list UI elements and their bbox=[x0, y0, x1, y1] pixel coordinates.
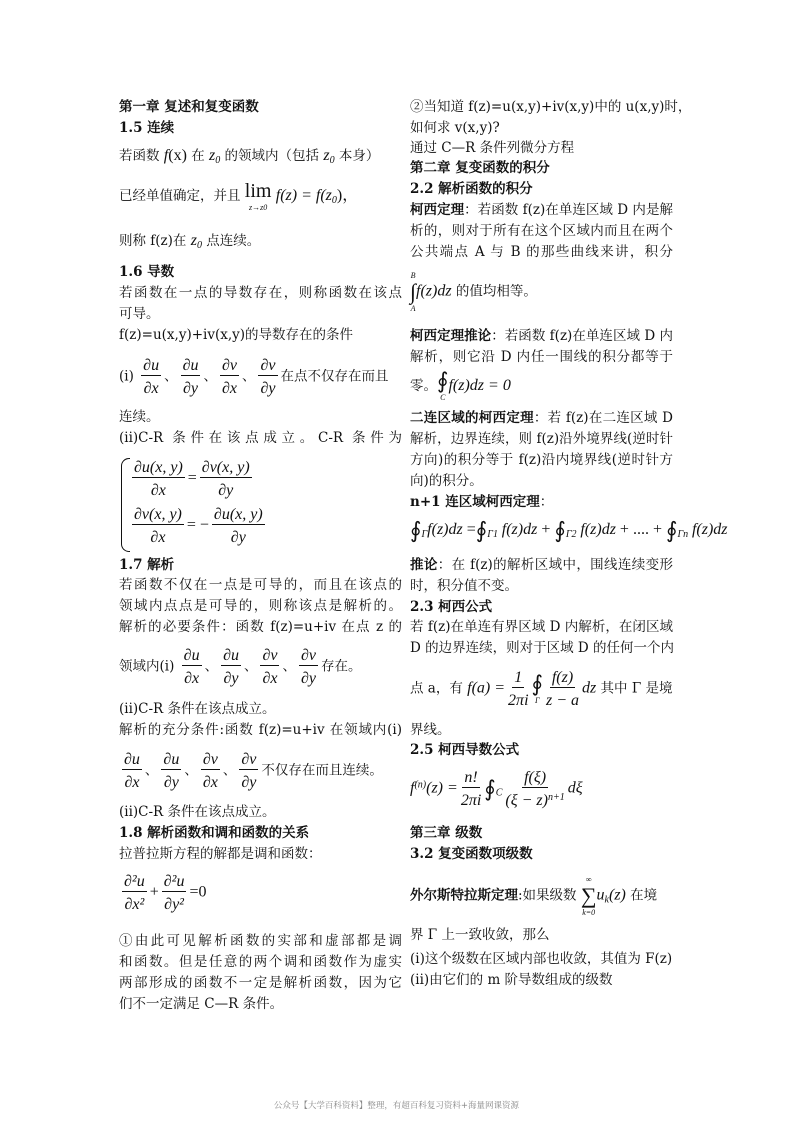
deformation-corollary-line-1: 推论：在 f(z)的解析区域中，围线连续变形 bbox=[410, 557, 674, 573]
section-1-6-title: 1.6 导数 bbox=[119, 264, 175, 280]
chapter-2-title: 第二章 复变函数的积分 bbox=[410, 160, 550, 176]
contour-integral-zero: 零。 ∮ C f(z)dz = 0 bbox=[410, 368, 511, 402]
cauchy-integral-formula: 点 a，有 f(a) = $\frac{1}{2\pi i}$ ∮ Γ $\frac{f(z)}{z - a}$ dz 其中 Γ 是境 bbox=[410, 669, 673, 709]
n-plus-1-formula: $∮_\Gamma f(z)dz$ $=∮_{\Gamma 1}$ $f(z)dz + ∮_{\Gamma 2}$ f(z)dz + .... + $∮_{\Gamma n}$ f(z)dz bbox=[410, 517, 728, 543]
chapter-3-title: 第三章 级数 bbox=[410, 825, 483, 841]
continuity-line-2: 已经单值确定，并且 lim z→z0 $f(z) = f(z_0)$， bbox=[119, 180, 359, 212]
two-connected-line-4: 向)的积分。 bbox=[410, 473, 483, 489]
find-v-line-1: ②当知道 f(z)=u(x,y)+iv(x,y)中的 u(x,y)时， bbox=[410, 99, 692, 115]
cauchy-formula-line-1: 若 f(z)在单连有界区域 D 内解析，在闭区域 bbox=[410, 619, 673, 635]
deformation-corollary-line-2: 时，积分值不变。 bbox=[410, 578, 518, 594]
section-1-7-title: 1.7 解析 bbox=[119, 557, 175, 573]
cauchy-theorem-line-1: 柯西定理：若函数 f(z)在单连区域 D 内是解 bbox=[410, 202, 673, 218]
derivative-line-3: f(z)=u(x,y)+iv(x,y)的导数存在的条件 bbox=[119, 327, 354, 343]
cr-equation-2: $\frac{\partial v(x, y)}{\partial x}$ = − $\frac{\partial u(x, y)}{\partial y}$ bbox=[134, 506, 263, 546]
continuity-line-3: 则称 f(z)在 $z_0$ 点连续。 bbox=[119, 232, 261, 251]
footer-watermark: 公众号【大学百科资料】整理，有超百科复习资料+海量网课资源 bbox=[273, 1101, 520, 1111]
derivative-condition-i: (i) $\frac{\partial u}{\partial x}$ 、 $\frac{\partial u}{\partial y}$ 、 $\frac{\partial v}{\partial x}$ 、 $\frac{\partial v}{\partial y}$ 在点不仅存在而且 bbox=[119, 357, 389, 397]
section-2-2-title: 2.2 解析函数的积分 bbox=[410, 181, 533, 197]
limit: lim z→z0 bbox=[244, 180, 272, 212]
analytic-sufficient-line: 解析的充分条件:函数 f(z)=u+iv 在领域内(i) bbox=[119, 722, 402, 738]
harmonic-line-4: 们不一定满足 C—R 条件。 bbox=[119, 996, 284, 1012]
harmonic-line-3: 两部形成的函数不一定是解析函数，因为它 bbox=[119, 975, 402, 991]
analytic-necessary-ii: (ii)C-R 条件在该点成立。 bbox=[119, 701, 276, 717]
cauchy-corollary-line-2: 解析，则它沿 D 内任一围线的积分都等于 bbox=[410, 349, 673, 365]
cr-equation-1: $\frac{\partial u(x, y)}{\partial x}$ = $\frac{\partial v(x, y)}{\partial y}$ bbox=[134, 459, 250, 499]
section-1-5-title: 1.5 连续 bbox=[119, 120, 175, 136]
laplace-equation: $\frac{\text{∂²u}}{\text{∂x²}}$ + $\frac{\text{∂²u}}{\text{∂y²}}$ =0 bbox=[124, 873, 207, 913]
derivative-line-4: 连续。 bbox=[119, 409, 160, 425]
analytic-line-2: 领域内点点是可导的，则称该点是解析的。 bbox=[119, 598, 402, 614]
analytic-sufficient-i: $\frac{\partial u}{\partial x}$ 、 $\frac{\partial u}{\partial y}$ 、 $\frac{\partial v}{\partial x}$ 、 $\frac{\partial v}{\partial y}$ 不仅存在而且连续。 bbox=[124, 751, 383, 791]
laplace-line: 拉普拉斯方程的解都是调和函数： bbox=[119, 846, 322, 862]
cauchy-derivative-formula: $f^{(n)}(z)$ = $\frac{n!}{2\pi i}$ $∮_C$ $\frac{f(\xi)}{(\xi - z)^{n+1}}$ dξ bbox=[410, 769, 583, 809]
two-connected-line-2: 解析，边界连续，则 f(z)沿外境界线(逆时针 bbox=[410, 431, 673, 447]
cauchy-corollary-line-1: 柯西定理推论：若函数 f(z)在单连区域 D 内 bbox=[410, 328, 674, 344]
chapter-1-title: 第一章 复述和复变函数 bbox=[119, 99, 259, 115]
weierstrass-line-1: 外尔斯特拉斯定理:如果级数 ∞ ∑ k=0 $u_k(z)$ 在境 bbox=[410, 875, 658, 917]
analytic-sufficient-ii: (ii)C-R 条件在该点成立。 bbox=[119, 804, 276, 820]
analytic-necessary-i: 领域内(i) $\frac{\partial u}{\partial x}$ 、 $\frac{\partial u}{\partial y}$ 、 $\frac{\partial v}{\partial x}$ 、 $\frac{\partial v}{\partial y}$ 存在。 bbox=[119, 647, 362, 687]
two-connected-line-1: 二连区域的柯西定理：若 f(z)在二连区域 D bbox=[410, 410, 673, 426]
weierstrass-item-ii: (ii)由它们的 m 阶导数组成的级数 bbox=[410, 972, 613, 988]
definite-integral-line: B ∫ A f(z)dz 的值均相等。 bbox=[410, 271, 537, 313]
cr-condition-line: (ii)C-R 条件在该点成立。C-R 条件为 bbox=[119, 430, 402, 446]
section-2-5-title: 2.5 柯西导数公式 bbox=[410, 742, 520, 758]
cauchy-formula-line-2: D 的边界连续，则对于区域 D 的任何一个内 bbox=[410, 640, 675, 656]
cauchy-theorem-line-3: 公共端点 A 与 B 的那些曲线来讲，积分 bbox=[410, 244, 673, 260]
find-v-line-2: 如何求 v(x,y)? bbox=[410, 120, 500, 136]
harmonic-line-1: ①由此可见解析函数的实部和虚部都是调 bbox=[119, 933, 402, 949]
derivative-line-1: 若函数在一点的导数存在，则称函数在该点 bbox=[119, 285, 402, 301]
n-plus-1-title: n+1 连区域柯西定理： bbox=[410, 494, 554, 510]
continuity-line-1: 若函数 f(x) 在 $z_0$ 的领域内（包括 $z_0$ 本身） bbox=[119, 147, 380, 166]
harmonic-line-2: 和函数。但是任意的两个调和函数作为虚实 bbox=[119, 954, 402, 970]
weierstrass-line-2: 界 Γ 上一致收敛，那么 bbox=[410, 927, 550, 943]
cauchy-theorem-line-2: 析的，则对于所有在这个区域内而且在两个 bbox=[410, 223, 673, 239]
weierstrass-item-i: (i)这个级数在区域内部也收敛，其值为 F(z) bbox=[410, 951, 673, 967]
find-v-line-3: 通过 C—R 条件列微分方程 bbox=[410, 140, 575, 156]
analytic-line-3: 解析的必要条件：函数 f(z)=u+iv 在点 z 的 bbox=[119, 619, 402, 635]
section-3-2-title: 3.2 复变函数项级数 bbox=[410, 846, 533, 862]
cauchy-formula-line-4: 界线。 bbox=[410, 722, 451, 738]
two-connected-line-3: 方向)的积分等于 f(z)沿内境界线(逆时针方 bbox=[410, 452, 673, 468]
section-2-3-title: 2.3 柯西公式 bbox=[410, 599, 493, 615]
analytic-line-1: 若函数不仅在一点是可导的，而且在该点的 bbox=[119, 577, 402, 593]
derivative-line-2: 可导。 bbox=[119, 306, 160, 322]
section-1-8-title: 1.8 解析函数和调和函数的关系 bbox=[119, 825, 310, 841]
